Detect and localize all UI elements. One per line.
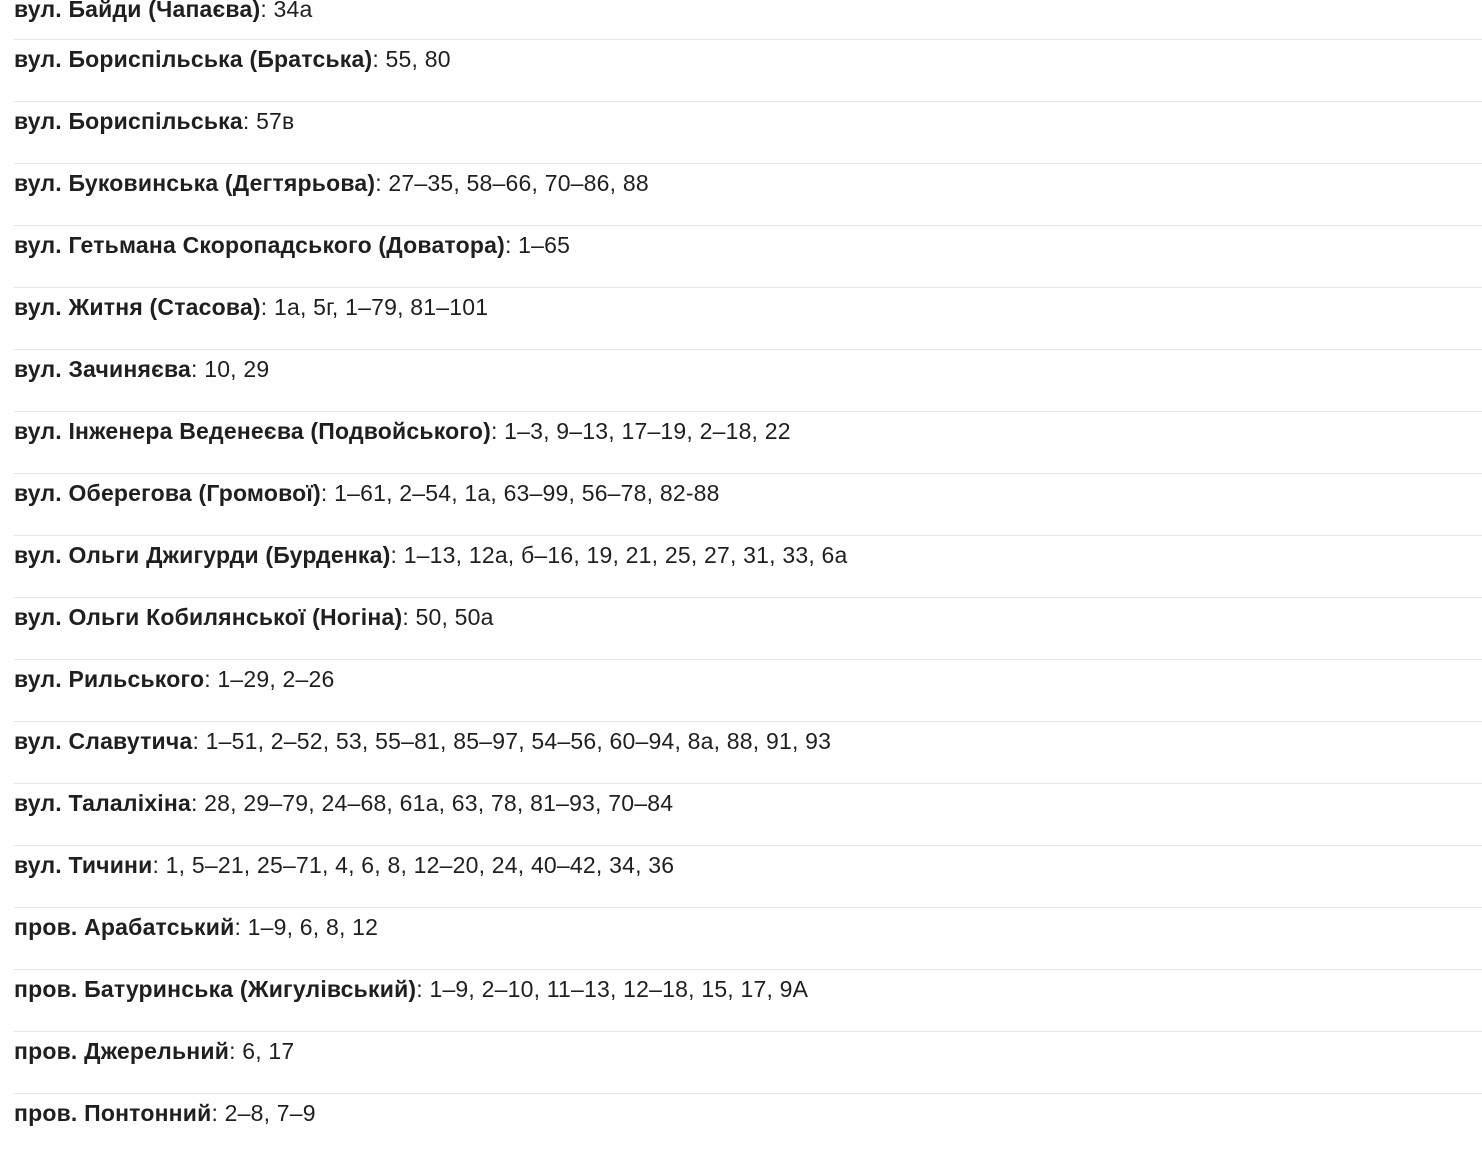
address-row bbox=[14, 784, 1482, 846]
address-row bbox=[14, 474, 1482, 536]
separator: : bbox=[504, 232, 519, 258]
address-row bbox=[14, 536, 1482, 598]
address-row bbox=[14, 164, 1482, 226]
separator: : bbox=[416, 976, 430, 1002]
house-numbers: 57в bbox=[256, 108, 295, 134]
house-numbers: 34а bbox=[273, 0, 313, 22]
house-numbers: 1–29, 2–26 bbox=[217, 666, 335, 692]
separator: : bbox=[204, 666, 218, 692]
street-name: пров. Джерельний bbox=[14, 1038, 230, 1064]
address-row bbox=[14, 350, 1482, 412]
house-numbers: 1–3, 9–13, 17–19, 2–18, 22 bbox=[504, 418, 791, 444]
separator: : bbox=[390, 542, 404, 568]
house-numbers: 1а, 5г, 1–79, 81–101 bbox=[273, 294, 489, 320]
address-row bbox=[14, 1032, 1482, 1094]
separator: : bbox=[402, 604, 416, 630]
address-row bbox=[14, 102, 1482, 164]
street-name: пров. Понтонний bbox=[14, 1100, 212, 1126]
house-numbers: 10, 29 bbox=[204, 356, 270, 382]
separator: : bbox=[192, 728, 206, 754]
street-name: вул. Оберегова (Громової) bbox=[14, 480, 321, 506]
separator: : bbox=[229, 1038, 243, 1064]
street-name: вул. Бориспільська bbox=[14, 108, 243, 134]
separator: : bbox=[260, 294, 274, 320]
separator: : bbox=[490, 418, 505, 444]
address-row bbox=[14, 412, 1482, 474]
address-row bbox=[14, 226, 1482, 288]
address-row bbox=[14, 908, 1482, 970]
address-row bbox=[14, 660, 1482, 722]
street-name: пров. Арабатський bbox=[14, 914, 235, 940]
street-name: вул. Байди (Чапаєва) bbox=[14, 0, 261, 22]
house-numbers: 2–8, 7–9 bbox=[224, 1100, 316, 1126]
address-row bbox=[14, 722, 1482, 784]
street-name: вул. Тичини bbox=[14, 852, 153, 878]
separator: : bbox=[234, 914, 248, 940]
address-row bbox=[14, 1094, 1482, 1156]
separator: : bbox=[242, 108, 257, 134]
street-name: вул. Буковинська (Дегтярьова) bbox=[14, 170, 376, 196]
street-name: вул. Талаліхіна bbox=[14, 790, 191, 816]
house-numbers: 1–13, 12а, б–16, 19, 21, 25, 27, 31, 33, 6а bbox=[403, 542, 848, 568]
street-name: пров. Батуринська (Жигулівський) bbox=[14, 976, 417, 1002]
street-name: вул. Житня (Стасова) bbox=[14, 294, 261, 320]
separator: : bbox=[260, 0, 274, 22]
address-row bbox=[14, 40, 1482, 102]
house-numbers: 27–35, 58–66, 70–86, 88 bbox=[388, 170, 649, 196]
address-row bbox=[14, 0, 1482, 40]
address-row bbox=[14, 970, 1482, 1032]
street-name: вул. Зачиняєва bbox=[14, 356, 192, 382]
address-row bbox=[14, 288, 1482, 350]
street-name: вул. Бориспільська (Братська) bbox=[14, 46, 373, 72]
separator: : bbox=[375, 170, 389, 196]
house-numbers: 1–51, 2–52, 53, 55–81, 85–97, 54–56, 60–94, 8а, 88, 91, 93 bbox=[205, 728, 832, 754]
house-numbers: 1–61, 2–54, 1а, 63–99, 56–78, 82-88 bbox=[334, 480, 720, 506]
house-numbers: 1–65 bbox=[518, 232, 571, 258]
separator: : bbox=[152, 852, 166, 878]
street-name: вул. Ольги Джигурди (Бурденка) bbox=[14, 542, 391, 568]
street-name: вул. Славутича bbox=[14, 728, 193, 754]
house-numbers: 1–9, 6, 8, 12 bbox=[247, 914, 379, 940]
address-row bbox=[14, 598, 1482, 660]
street-name: вул. Гетьмана Скоропадського (Доватора) bbox=[14, 232, 505, 258]
house-numbers: 1–9, 2–10, 11–13, 12–18, 15, 17, 9А bbox=[429, 976, 809, 1002]
separator: : bbox=[191, 356, 205, 382]
address-row bbox=[14, 846, 1482, 908]
house-numbers: 28, 29–79, 24–68, 61а, 63, 78, 81–93, 70–84 bbox=[204, 790, 674, 816]
separator: : bbox=[372, 46, 386, 72]
house-numbers: 1, 5–21, 25–71, 4, 6, 8, 12–20, 24, 40–42, 34, 36 bbox=[165, 852, 675, 878]
house-numbers: 6, 17 bbox=[242, 1038, 295, 1064]
separator: : bbox=[320, 480, 335, 506]
separator: : bbox=[211, 1100, 225, 1126]
street-name: вул. Рильського bbox=[14, 666, 205, 692]
street-name: вул. Ольги Кобилянської (Ногіна) bbox=[14, 604, 403, 630]
separator: : bbox=[190, 790, 205, 816]
house-numbers: 55, 80 bbox=[385, 46, 451, 72]
house-numbers: 50, 50а bbox=[415, 604, 494, 630]
street-name: вул. Інженера Веденеєва (Подвойського) bbox=[14, 418, 491, 444]
